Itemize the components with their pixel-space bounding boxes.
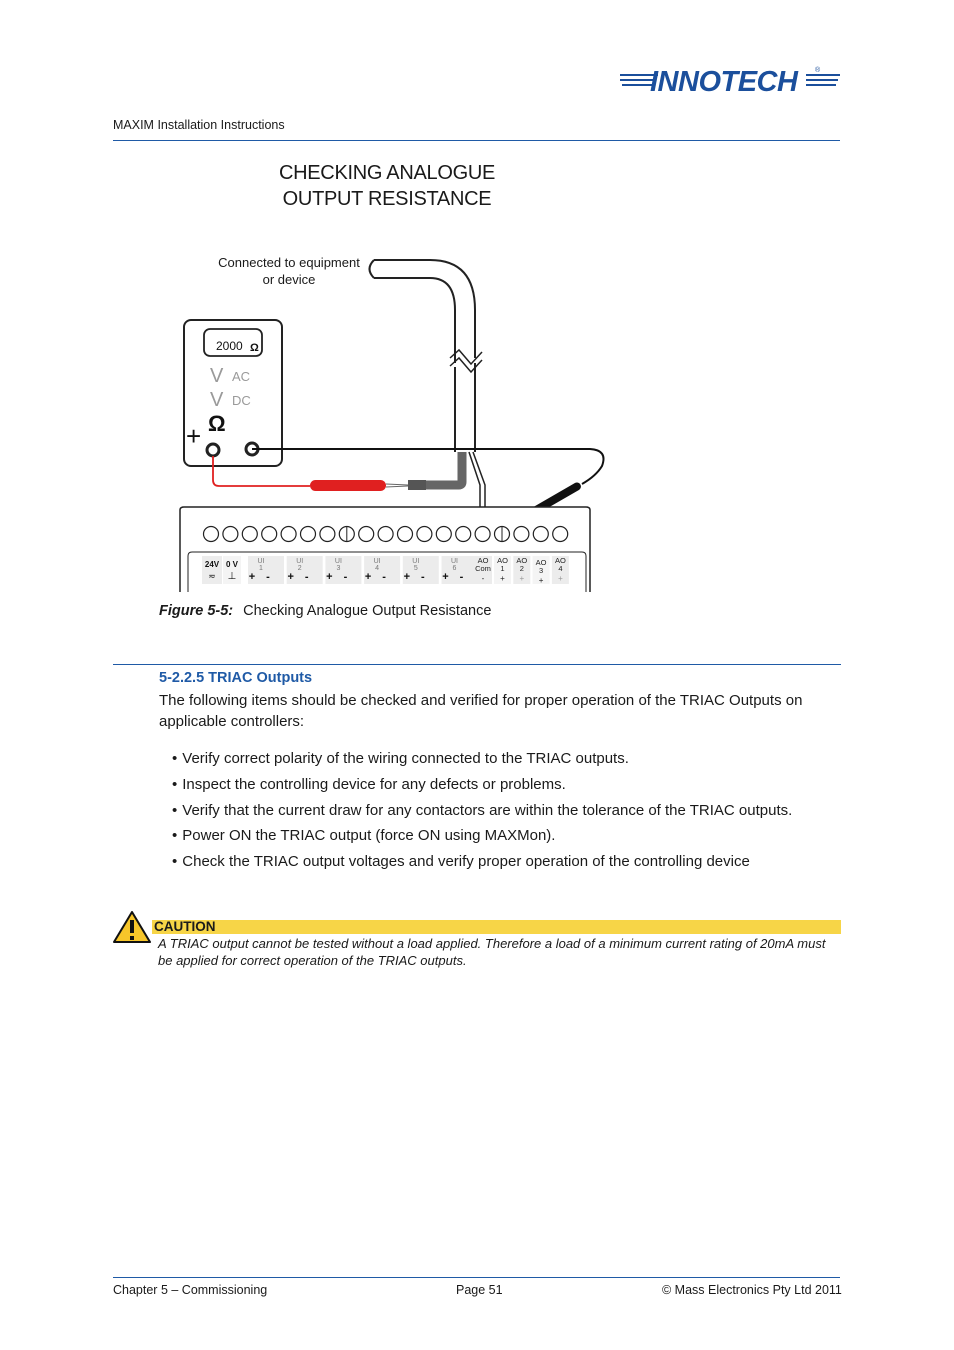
meter-ohm-symbol: Ω [208, 411, 226, 436]
meter-plus-symbol: + [186, 421, 202, 451]
terminal-screw [475, 527, 490, 542]
terminal-label-ao-com: Com [475, 564, 491, 573]
figure-title-line1: CHECKING ANALOGUE [278, 162, 496, 184]
document-title: MAXIM Installation Instructions [113, 118, 285, 132]
terminal-plus-sign: + [248, 571, 256, 583]
multimeter [184, 320, 282, 466]
meter-vdc-symbol: V [210, 389, 224, 411]
terminal-minus-sign: - [304, 571, 309, 583]
terminal-plus-sign: + [519, 574, 525, 583]
terminal-screw [242, 527, 257, 542]
terminal-label-ui-number: 3 [336, 565, 341, 572]
terminal-labels [202, 556, 569, 585]
meter-positive-jack [207, 444, 219, 456]
list-item: • Inspect the controlling device for any defects or problems. [172, 774, 792, 800]
terminal-label-ui-number: 2 [297, 565, 302, 572]
footer-page-number: Page 51 [456, 1283, 503, 1297]
callout-text-line2: or device [262, 272, 316, 287]
list-item: • Verify that the current draw for any contactors are within the tolerance of the TRIAC outputs. [172, 800, 792, 826]
terminal-label-ui: UI [257, 558, 265, 565]
terminal-plus-sign: + [287, 571, 294, 583]
terminal-label-ao-number: 2 [519, 564, 524, 573]
innotech-logo [618, 62, 843, 96]
terminal-plus-sign: + [500, 574, 505, 583]
warning-icon [112, 910, 152, 944]
caution-bar [152, 920, 841, 934]
section-heading: 5-2.2.5 TRIAC Outputs [159, 670, 313, 686]
terminal-label-ao: AO [554, 556, 566, 565]
ac-supply-icon: ≂ [208, 571, 216, 581]
figure-caption-label: Figure 5-5: [159, 603, 234, 619]
figure-title-line2: OUTPUT RESISTANCE [282, 188, 492, 210]
terminal-label-ao-number: 3 [539, 566, 544, 575]
terminal-minus-sign: - [459, 571, 464, 583]
output-wire [426, 452, 462, 485]
footer-rule [113, 1277, 840, 1278]
figure-caption [159, 603, 491, 619]
brand-name: INNOTECH [650, 66, 798, 96]
footer-copyright: © Mass Electronics Pty Ltd 2011 [662, 1283, 842, 1297]
list-item: • Power ON the TRIAC output (force ON using MAXMon). [172, 825, 792, 851]
terminal-plus-sign: + [403, 571, 411, 583]
list-item: • Check the TRIAC output voltages and verify proper operation of the controlling device [172, 851, 792, 877]
terminal-label-ui-number: 6 [452, 565, 457, 572]
terminal-minus-sign: - [481, 574, 485, 583]
terminal-plus-sign: + [364, 571, 372, 583]
terminal-screw [223, 527, 238, 542]
terminal-minus-sign: - [382, 571, 386, 583]
terminal-plus-sign: + [558, 574, 563, 583]
footer-chapter: Chapter 5 – Commissioning [113, 1283, 268, 1297]
figure-caption-text: Checking Analogue Output Resistance [243, 603, 492, 619]
terminal-screw [359, 527, 374, 542]
terminal-screw [281, 527, 296, 542]
terminal-screw [553, 527, 568, 542]
meter-display-value: 2000 [216, 339, 243, 353]
terminal-screw [204, 527, 219, 542]
terminal-label-ao: AO [516, 556, 528, 565]
terminal-label-ui: UI [373, 558, 381, 565]
meter-dc-label: DC [232, 393, 251, 408]
terminal-label-ao: AO [497, 556, 508, 565]
terminal-label-ui-number: 4 [375, 565, 380, 572]
figure-title [256, 160, 518, 212]
terminal-label-0v: 0 V [225, 560, 239, 569]
black-test-lead [252, 449, 604, 484]
ground-icon: ⊥ [227, 571, 237, 582]
red-probe-clip [408, 480, 426, 490]
terminal-label-ao-number: 4 [558, 564, 563, 573]
meter-vac-symbol: V [210, 365, 224, 387]
terminal-label-ui: UI [451, 558, 458, 565]
wiring-diagram [150, 240, 620, 595]
terminal-plus-sign: + [326, 571, 333, 583]
terminal-screw [456, 527, 471, 542]
terminal-screw [378, 527, 393, 542]
terminal-screw [533, 527, 548, 542]
terminal-label-ui: UI [412, 558, 420, 565]
terminal-label-ao: AO [477, 556, 489, 565]
red-probe [310, 480, 386, 491]
meter-ac-label: AC [232, 369, 251, 384]
brand-registered-mark: ® [815, 67, 821, 74]
terminal-label-ui: UI [334, 558, 342, 565]
section-intro: The following items should be checked and verified for proper operation of the TRIAC Outputs on applicable controllers: [159, 692, 803, 730]
terminal-screw [417, 527, 432, 542]
meter-display-unit: Ω [250, 342, 259, 354]
terminal-label-ui-number: 5 [413, 565, 418, 572]
terminal-label-ao-number: 1 [500, 564, 505, 573]
terminal-screw [398, 527, 413, 542]
terminal-label-ui: UI [296, 558, 304, 565]
caution-text: A TRIAC output cannot be tested without a load applied. Therefore a load of a minimum current rating of 20mA must be applied for correct operation of the TRIAC outputs. [158, 936, 826, 968]
terminal-screw [436, 527, 451, 542]
equipment-cable [370, 260, 486, 508]
terminal-screw [514, 527, 529, 542]
terminal-minus-sign: - [266, 571, 270, 583]
callout-text-line1: Connected to equipment [218, 255, 360, 270]
terminal-screw [301, 527, 316, 542]
checklist [172, 748, 792, 877]
terminal-label-ui-number: 1 [259, 565, 263, 572]
section-rule [113, 664, 841, 665]
terminal-plus-sign: + [442, 571, 449, 583]
terminal-minus-sign: - [420, 571, 425, 583]
terminal-screw [262, 527, 277, 542]
terminal-label-24v: 24V [204, 560, 220, 569]
list-item: • Verify correct polarity of the wiring connected to the TRIAC outputs. [172, 748, 792, 774]
header-rule [113, 140, 840, 141]
terminal-label-ao: AO [535, 558, 547, 567]
terminal-plus-sign: + [538, 576, 544, 585]
terminal-screw [320, 527, 335, 542]
terminal-minus-sign: - [343, 571, 348, 583]
caution-label: CAUTION [154, 919, 216, 934]
